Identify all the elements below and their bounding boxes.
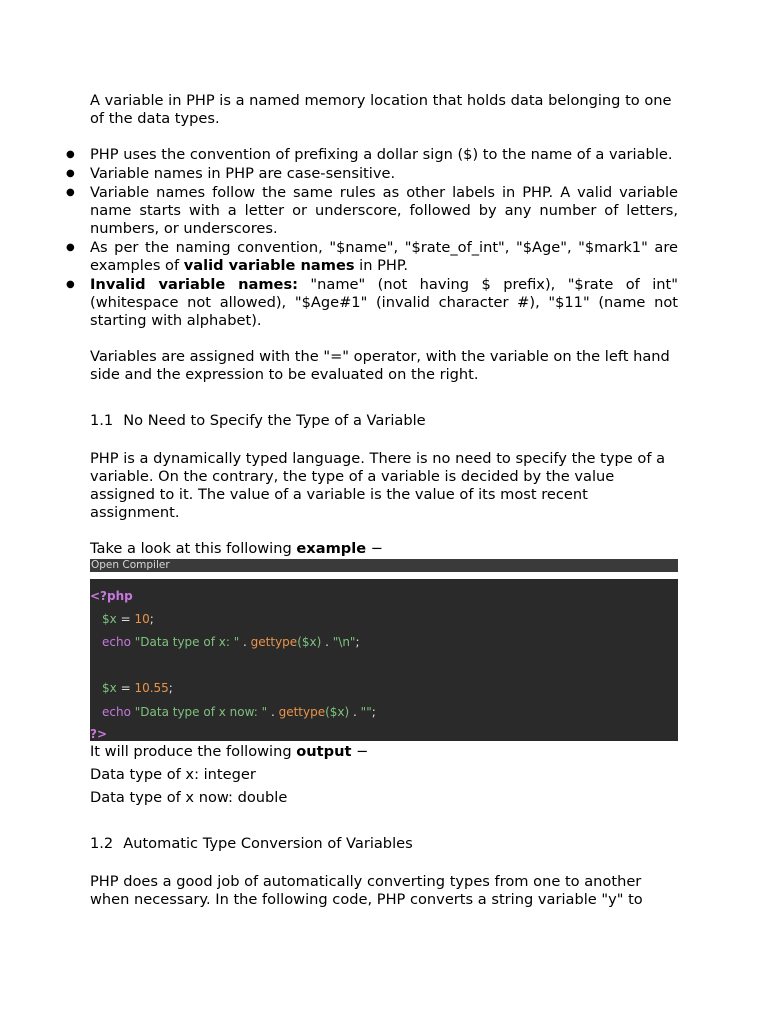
php-open-tag: <?php (90, 589, 133, 603)
code-op: ; (371, 705, 376, 719)
list-item-text: "name" (not having $ prefix), "$rate of int" (whitespace not allowed), "$Age#1" (invalid character #), "$11" (name not starting with alphabet). (90, 276, 678, 329)
list-item-bold: valid variable names (183, 257, 355, 274)
section-number: 1.1 (90, 412, 114, 429)
code-string: "\n" (332, 635, 356, 649)
list-item (66, 239, 678, 275)
section-number: 1.2 (90, 835, 114, 852)
list-item (66, 146, 678, 164)
code-var: ($x) (325, 705, 350, 719)
assignment-paragraph: Variables are assigned with the "=" operator, with the variable on the left hand side and the expression to be evaluated on the right. (90, 348, 670, 383)
code-string: "" (360, 705, 372, 719)
dynamic-typing-paragraph: PHP is a dynamically typed language. There is no need to specify the type of a variable. On the contrary, the type of a variable is decided by the value assigned to it. The value of a variable is the value of its most recent assignment. (90, 450, 666, 521)
code-var: $x (102, 681, 117, 695)
output-intro (90, 743, 678, 761)
code-line-1 (102, 610, 154, 628)
code-op: = (116, 681, 135, 695)
code-var: ($x) (297, 635, 322, 649)
code-function: gettype (250, 635, 298, 649)
list-item-text: PHP uses the convention of prefixing a dollar sign ($) to the name of a variable. (90, 146, 673, 163)
code-block (90, 579, 678, 741)
bullet-icon: ● (66, 242, 75, 253)
section-title: No Need to Specify the Type of a Variable (123, 412, 426, 429)
section-heading-1-2 (90, 835, 678, 853)
code-number: 10.55 (134, 681, 169, 695)
php-close-tag: ?> (90, 727, 108, 741)
example-dash: − (366, 540, 383, 557)
code-op: . (349, 705, 361, 719)
list-item-text: in PHP. (354, 257, 409, 274)
open-compiler-bar[interactable]: Open Compiler (90, 559, 678, 572)
section-heading-1-1 (90, 412, 678, 430)
bullet-icon: ● (66, 149, 75, 160)
intro-paragraph: A variable in PHP is a named memory location that holds data belonging to one of the data types. (90, 92, 672, 127)
code-op: = (116, 612, 135, 626)
rules-list (66, 146, 678, 330)
list-item (66, 276, 678, 330)
document-page (66, 92, 678, 909)
code-op: . (239, 635, 251, 649)
code-op: ; (168, 681, 173, 695)
code-line-open (90, 587, 133, 605)
output-text: It will produce the following (90, 743, 297, 760)
code-string: "Data type of x now: " (130, 705, 268, 719)
list-item-bold: Invalid variable names: (90, 276, 298, 293)
bullet-icon: ● (66, 168, 75, 179)
list-item-text: Variable names in PHP are case-sensitive. (90, 165, 396, 182)
output-bold: output (296, 743, 352, 760)
code-keyword: echo (102, 705, 131, 719)
code-op: . (267, 705, 279, 719)
list-item-text: Variable names follow the same rules as other labels in PHP. A valid variable name starts with a letter or underscore, followed by any number of letters, numbers, or underscores. (90, 184, 678, 237)
output-line: Data type of x now: double (90, 789, 288, 806)
code-function: gettype (278, 705, 326, 719)
code-keyword: echo (102, 635, 131, 649)
section-title: Automatic Type Conversion of Variables (123, 835, 413, 852)
output-line: Data type of x: integer (90, 766, 256, 783)
list-item-text: As per the naming convention, "$name", "$rate_of_int", "$Age", "$mark1" are examples of (90, 239, 678, 274)
code-number: 10 (134, 612, 150, 626)
code-op: ; (149, 612, 154, 626)
code-op: . (321, 635, 333, 649)
code-line-3 (102, 679, 173, 697)
example-text: Take a look at this following (90, 540, 297, 557)
code-var: $x (102, 612, 117, 626)
type-conversion-paragraph: PHP does a good job of automatically converting types from one to another when necessary. In the following code, PHP converts a string variable "y" to (90, 873, 643, 908)
code-line-close (90, 725, 107, 743)
bullet-icon: ● (66, 187, 75, 198)
code-line-2 (102, 633, 359, 651)
example-bold: example (296, 540, 367, 557)
code-string: "Data type of x: " (130, 635, 240, 649)
bullet-icon: ● (66, 279, 75, 290)
code-op: ; (355, 635, 360, 649)
code-line-4 (102, 703, 376, 721)
example-intro (90, 540, 678, 558)
list-item (66, 165, 678, 183)
list-item (66, 184, 678, 238)
output-dash: − (351, 743, 369, 760)
